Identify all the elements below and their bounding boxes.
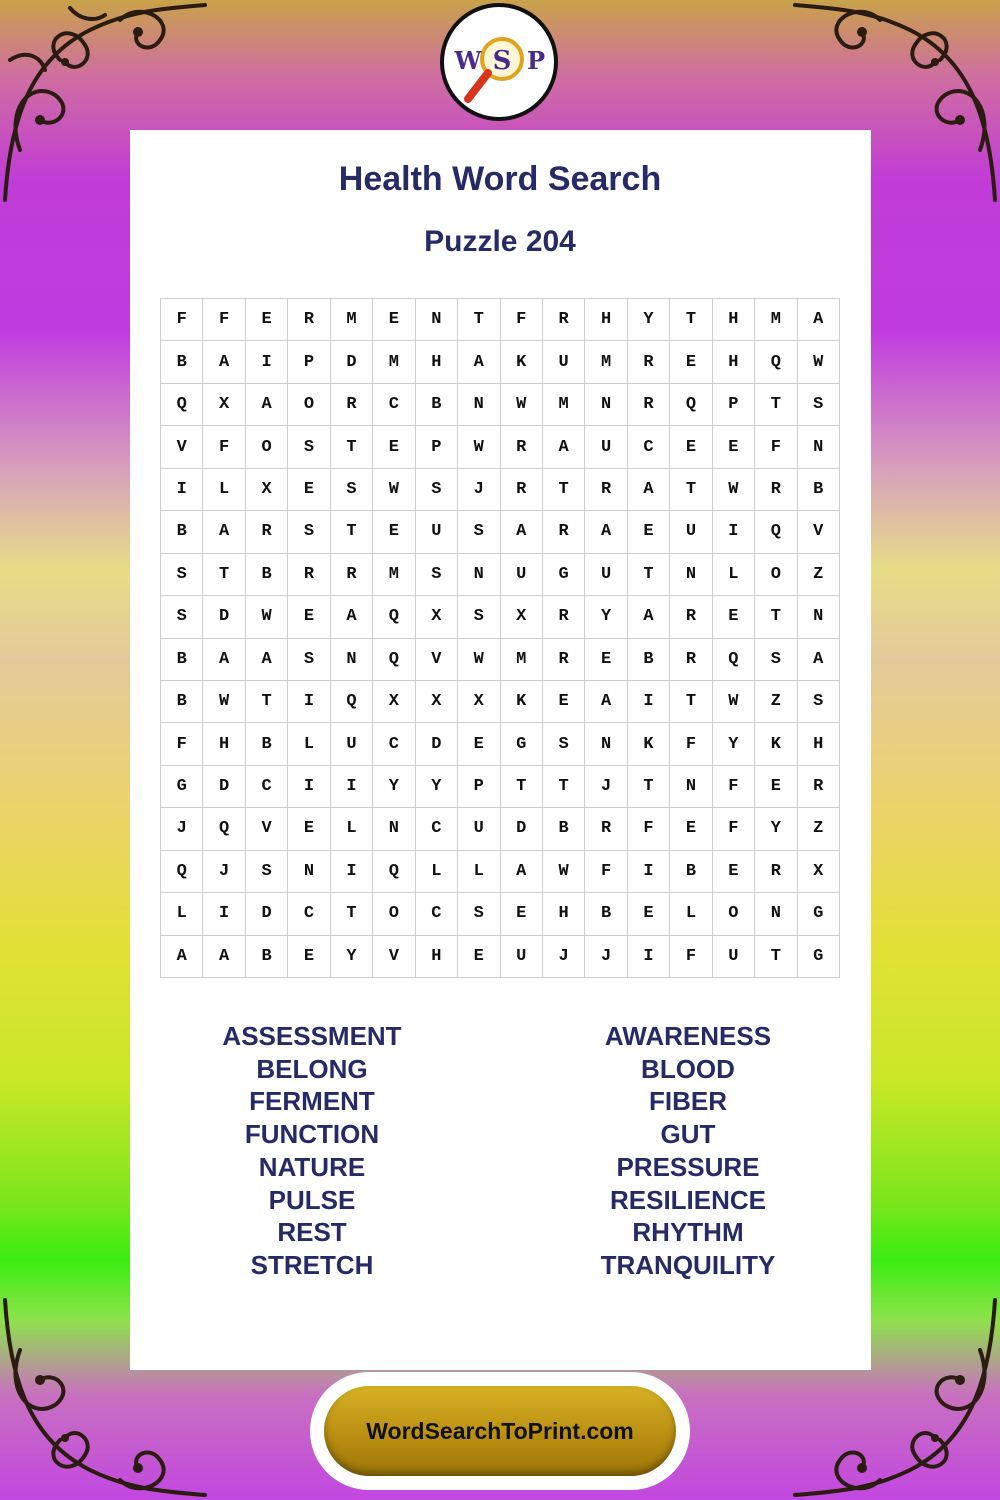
grid-cell[interactable]: Q bbox=[670, 384, 712, 426]
grid-cell[interactable]: Q bbox=[755, 511, 797, 553]
word-list-item: RESILIENCE bbox=[609, 1184, 767, 1215]
grid-cell[interactable]: R bbox=[543, 639, 585, 681]
grid-cell[interactable]: N bbox=[288, 851, 330, 893]
grid-cell[interactable]: L bbox=[161, 893, 203, 935]
footer-badge bbox=[310, 1372, 690, 1490]
grid-cell[interactable]: I bbox=[331, 851, 373, 893]
grid-cell[interactable]: A bbox=[501, 851, 543, 893]
grid-cell[interactable]: V bbox=[161, 426, 203, 468]
grid-cell[interactable]: Q bbox=[161, 851, 203, 893]
grid-cell[interactable]: E bbox=[373, 511, 415, 553]
grid-cell[interactable]: S bbox=[458, 893, 500, 935]
grid-cell[interactable]: F bbox=[713, 808, 755, 850]
grid-cell[interactable]: R bbox=[246, 511, 288, 553]
grid-cell[interactable]: U bbox=[501, 554, 543, 596]
grid-cell[interactable]: H bbox=[416, 936, 458, 978]
grid-cell[interactable]: A bbox=[798, 299, 840, 341]
grid-cell[interactable]: F bbox=[670, 723, 712, 765]
grid-cell[interactable]: I bbox=[246, 341, 288, 383]
grid-cell[interactable]: F bbox=[203, 426, 245, 468]
grid-cell[interactable]: D bbox=[203, 596, 245, 638]
grid-cell[interactable]: D bbox=[501, 808, 543, 850]
page-title: Health Word Search bbox=[338, 160, 662, 198]
grid-cell[interactable]: A bbox=[585, 681, 627, 723]
grid-cell[interactable]: U bbox=[585, 554, 627, 596]
grid-cell[interactable]: S bbox=[288, 639, 330, 681]
word-list-item: BLOOD bbox=[641, 1053, 735, 1084]
grid-cell[interactable]: Q bbox=[373, 851, 415, 893]
grid-cell[interactable]: T bbox=[246, 681, 288, 723]
grid-cell[interactable]: D bbox=[331, 341, 373, 383]
grid-cell[interactable]: B bbox=[161, 511, 203, 553]
grid-cell[interactable]: S bbox=[458, 511, 500, 553]
grid-cell[interactable]: X bbox=[416, 596, 458, 638]
grid-cell[interactable]: E bbox=[628, 893, 670, 935]
grid-cell[interactable]: E bbox=[246, 299, 288, 341]
grid-cell[interactable]: N bbox=[755, 893, 797, 935]
grid-cell[interactable]: U bbox=[585, 426, 627, 468]
grid-cell[interactable]: S bbox=[416, 469, 458, 511]
grid-cell[interactable]: C bbox=[416, 808, 458, 850]
grid-cell[interactable]: C bbox=[373, 384, 415, 426]
word-list-item: FERMENT bbox=[249, 1086, 375, 1117]
grid-cell[interactable]: W bbox=[713, 681, 755, 723]
grid-cell[interactable]: M bbox=[373, 554, 415, 596]
grid-cell[interactable]: Y bbox=[585, 596, 627, 638]
grid-cell[interactable]: G bbox=[161, 766, 203, 808]
grid-cell[interactable]: R bbox=[288, 299, 330, 341]
grid-cell[interactable]: T bbox=[331, 511, 373, 553]
grid-cell[interactable]: F bbox=[161, 299, 203, 341]
grid-cell[interactable]: R bbox=[543, 511, 585, 553]
grid-cell[interactable]: A bbox=[203, 511, 245, 553]
grid-cell[interactable]: V bbox=[373, 936, 415, 978]
grid-cell[interactable]: M bbox=[585, 341, 627, 383]
grid-cell[interactable]: X bbox=[246, 469, 288, 511]
grid-cell[interactable]: R bbox=[798, 766, 840, 808]
grid-cell[interactable]: S bbox=[161, 596, 203, 638]
grid-cell[interactable]: S bbox=[331, 469, 373, 511]
grid-cell[interactable]: A bbox=[203, 639, 245, 681]
grid-cell[interactable]: N bbox=[585, 384, 627, 426]
word-list-item: RHYTHM bbox=[632, 1217, 744, 1248]
grid-cell[interactable]: B bbox=[246, 936, 288, 978]
grid-cell[interactable]: S bbox=[288, 426, 330, 468]
grid-cell[interactable]: W bbox=[543, 851, 585, 893]
grid-cell[interactable]: I bbox=[628, 851, 670, 893]
grid-cell[interactable]: M bbox=[501, 639, 543, 681]
grid-cell[interactable]: R bbox=[755, 851, 797, 893]
grid-cell[interactable]: W bbox=[713, 469, 755, 511]
grid-cell[interactable]: G bbox=[798, 893, 840, 935]
grid-cell[interactable]: Q bbox=[373, 596, 415, 638]
grid-cell[interactable]: T bbox=[755, 596, 797, 638]
word-list-item: GUT bbox=[660, 1119, 716, 1150]
grid-cell[interactable]: A bbox=[161, 936, 203, 978]
grid-cell[interactable]: E bbox=[543, 681, 585, 723]
grid-cell[interactable]: E bbox=[288, 596, 330, 638]
grid-cell[interactable]: N bbox=[670, 766, 712, 808]
grid-cell[interactable]: G bbox=[543, 554, 585, 596]
grid-cell[interactable]: X bbox=[458, 681, 500, 723]
grid-cell[interactable]: W bbox=[798, 341, 840, 383]
grid-cell[interactable]: S bbox=[458, 596, 500, 638]
grid-cell[interactable]: M bbox=[543, 384, 585, 426]
grid-cell[interactable]: E bbox=[628, 511, 670, 553]
grid-cell[interactable]: I bbox=[713, 511, 755, 553]
grid-cell[interactable]: J bbox=[543, 936, 585, 978]
word-list-item: PRESSURE bbox=[616, 1151, 760, 1182]
grid-cell[interactable]: T bbox=[203, 554, 245, 596]
grid-cell[interactable]: T bbox=[331, 893, 373, 935]
grid-cell[interactable]: J bbox=[585, 936, 627, 978]
grid-cell[interactable]: D bbox=[416, 723, 458, 765]
grid-cell[interactable]: W bbox=[203, 681, 245, 723]
grid-cell[interactable]: P bbox=[416, 426, 458, 468]
grid-cell[interactable]: S bbox=[288, 511, 330, 553]
grid-cell[interactable]: H bbox=[798, 723, 840, 765]
grid-cell[interactable]: O bbox=[755, 554, 797, 596]
grid-cell[interactable]: B bbox=[161, 341, 203, 383]
word-list-item: REST bbox=[277, 1217, 347, 1248]
grid-cell[interactable]: K bbox=[501, 681, 543, 723]
grid-cell[interactable]: E bbox=[713, 596, 755, 638]
grid-cell[interactable]: B bbox=[161, 639, 203, 681]
grid-cell[interactable]: R bbox=[585, 808, 627, 850]
grid-cell[interactable]: U bbox=[416, 511, 458, 553]
grid-cell[interactable]: N bbox=[670, 554, 712, 596]
grid-cell[interactable]: P bbox=[288, 341, 330, 383]
grid-cell[interactable]: I bbox=[203, 893, 245, 935]
grid-cell[interactable]: H bbox=[416, 341, 458, 383]
grid-cell[interactable]: B bbox=[161, 681, 203, 723]
grid-cell[interactable]: B bbox=[416, 384, 458, 426]
grid-cell[interactable]: N bbox=[458, 384, 500, 426]
grid-cell[interactable]: M bbox=[331, 299, 373, 341]
grid-cell[interactable]: S bbox=[416, 554, 458, 596]
grid-cell[interactable]: R bbox=[288, 554, 330, 596]
grid-cell[interactable]: C bbox=[628, 426, 670, 468]
grid-cell[interactable]: J bbox=[161, 808, 203, 850]
grid-cell[interactable]: U bbox=[670, 511, 712, 553]
grid-cell[interactable]: R bbox=[670, 596, 712, 638]
logo-letter-w: W bbox=[454, 46, 482, 75]
grid-cell[interactable]: T bbox=[628, 554, 670, 596]
grid-cell[interactable]: A bbox=[628, 469, 670, 511]
grid-cell[interactable]: F bbox=[628, 808, 670, 850]
grid-cell[interactable]: E bbox=[288, 808, 330, 850]
grid-cell[interactable]: L bbox=[416, 851, 458, 893]
grid-cell[interactable]: O bbox=[288, 384, 330, 426]
grid-cell[interactable]: E bbox=[501, 893, 543, 935]
grid-cell[interactable]: E bbox=[670, 426, 712, 468]
grid-cell[interactable]: R bbox=[670, 639, 712, 681]
grid-cell[interactable]: Z bbox=[755, 681, 797, 723]
grid-cell[interactable]: R bbox=[331, 554, 373, 596]
grid-cell[interactable]: E bbox=[373, 299, 415, 341]
word-list-item: ASSESSMENT bbox=[222, 1021, 402, 1051]
grid-cell[interactable]: H bbox=[713, 299, 755, 341]
grid-cell[interactable]: C bbox=[288, 893, 330, 935]
grid-cell[interactable]: O bbox=[713, 893, 755, 935]
grid-cell[interactable]: V bbox=[416, 639, 458, 681]
grid-cell[interactable]: E bbox=[288, 469, 330, 511]
grid-cell[interactable]: O bbox=[373, 893, 415, 935]
grid-cell[interactable]: L bbox=[458, 851, 500, 893]
grid-cell[interactable]: J bbox=[585, 766, 627, 808]
grid-cell[interactable]: E bbox=[458, 723, 500, 765]
grid-cell[interactable]: T bbox=[501, 766, 543, 808]
grid-cell[interactable]: U bbox=[331, 723, 373, 765]
grid-cell[interactable]: Q bbox=[161, 384, 203, 426]
logo-letter-p: P bbox=[526, 46, 546, 75]
grid-cell[interactable]: W bbox=[458, 426, 500, 468]
grid-cell[interactable]: V bbox=[798, 511, 840, 553]
grid-cell[interactable]: Y bbox=[373, 766, 415, 808]
grid-cell[interactable]: M bbox=[373, 341, 415, 383]
grid-cell[interactable]: G bbox=[798, 936, 840, 978]
grid-cell[interactable]: R bbox=[501, 469, 543, 511]
word-list-right bbox=[538, 1020, 838, 1282]
grid-cell[interactable]: A bbox=[246, 384, 288, 426]
grid-cell[interactable]: R bbox=[628, 341, 670, 383]
grid-cell[interactable]: H bbox=[543, 893, 585, 935]
grid-cell[interactable]: A bbox=[798, 639, 840, 681]
grid-cell[interactable]: S bbox=[246, 851, 288, 893]
puzzle-number: Puzzle 204 bbox=[424, 225, 576, 258]
grid-cell[interactable]: A bbox=[458, 341, 500, 383]
grid-cell[interactable]: T bbox=[755, 384, 797, 426]
grid-cell[interactable]: A bbox=[501, 511, 543, 553]
grid-cell[interactable]: N bbox=[458, 554, 500, 596]
grid-cell[interactable]: N bbox=[798, 596, 840, 638]
grid-cell[interactable]: T bbox=[331, 426, 373, 468]
grid-cell[interactable]: Y bbox=[755, 808, 797, 850]
word-list-item: AWARENESS bbox=[604, 1021, 772, 1051]
grid-cell[interactable]: U bbox=[543, 341, 585, 383]
grid-cell[interactable]: L bbox=[288, 723, 330, 765]
grid-cell[interactable]: N bbox=[331, 639, 373, 681]
grid-cell[interactable]: W bbox=[458, 639, 500, 681]
grid-cell[interactable]: B bbox=[628, 639, 670, 681]
grid-cell[interactable]: X bbox=[798, 851, 840, 893]
grid-cell[interactable]: Y bbox=[628, 299, 670, 341]
grid-cell[interactable]: S bbox=[161, 554, 203, 596]
grid-cell[interactable]: W bbox=[501, 384, 543, 426]
grid-cell[interactable]: W bbox=[373, 469, 415, 511]
grid-cell[interactable]: I bbox=[628, 936, 670, 978]
grid-cell[interactable]: A bbox=[543, 426, 585, 468]
word-list-item: FUNCTION bbox=[244, 1119, 380, 1150]
grid-cell[interactable]: B bbox=[798, 469, 840, 511]
grid-cell[interactable]: L bbox=[713, 554, 755, 596]
grid-cell[interactable]: B bbox=[543, 808, 585, 850]
grid-cell[interactable]: X bbox=[373, 681, 415, 723]
grid-cell[interactable]: A bbox=[246, 639, 288, 681]
grid-cell[interactable]: Q bbox=[713, 639, 755, 681]
grid-cell[interactable]: U bbox=[501, 936, 543, 978]
grid-cell[interactable]: R bbox=[628, 384, 670, 426]
grid-cell[interactable]: F bbox=[713, 766, 755, 808]
grid-cell[interactable]: E bbox=[288, 936, 330, 978]
grid-cell[interactable]: E bbox=[670, 808, 712, 850]
grid-cell[interactable]: F bbox=[670, 936, 712, 978]
grid-cell[interactable]: E bbox=[670, 341, 712, 383]
grid-cell[interactable]: F bbox=[501, 299, 543, 341]
grid-cell[interactable]: E bbox=[373, 426, 415, 468]
grid-cell[interactable]: Z bbox=[798, 808, 840, 850]
grid-cell[interactable]: H bbox=[585, 299, 627, 341]
grid-cell[interactable]: T bbox=[670, 681, 712, 723]
grid-cell[interactable]: B bbox=[585, 893, 627, 935]
grid-cell[interactable]: T bbox=[543, 766, 585, 808]
grid-cell[interactable]: A bbox=[203, 341, 245, 383]
grid-cell[interactable]: L bbox=[203, 469, 245, 511]
grid-cell[interactable]: K bbox=[501, 341, 543, 383]
word-list-left bbox=[162, 1020, 462, 1282]
grid-cell[interactable]: S bbox=[543, 723, 585, 765]
grid-cell[interactable]: R bbox=[585, 469, 627, 511]
grid-cell[interactable]: G bbox=[501, 723, 543, 765]
grid-cell[interactable]: C bbox=[416, 893, 458, 935]
grid-cell[interactable]: Z bbox=[798, 554, 840, 596]
grid-cell[interactable]: N bbox=[585, 723, 627, 765]
grid-cell[interactable]: F bbox=[755, 426, 797, 468]
grid-cell[interactable]: A bbox=[628, 596, 670, 638]
grid-cell[interactable]: R bbox=[543, 299, 585, 341]
grid-cell[interactable]: U bbox=[458, 808, 500, 850]
grid-cell[interactable]: F bbox=[161, 723, 203, 765]
word-list-item: BELONG bbox=[256, 1053, 368, 1084]
grid-cell[interactable]: E bbox=[585, 639, 627, 681]
grid-cell[interactable]: H bbox=[713, 341, 755, 383]
grid-cell[interactable]: F bbox=[203, 299, 245, 341]
grid-cell[interactable]: B bbox=[246, 554, 288, 596]
grid-cell[interactable]: T bbox=[458, 299, 500, 341]
site-logo[interactable] bbox=[440, 3, 558, 121]
grid-cell[interactable]: A bbox=[203, 936, 245, 978]
grid-cell[interactable]: F bbox=[585, 851, 627, 893]
grid-cell[interactable]: K bbox=[755, 723, 797, 765]
site-link-button[interactable]: WordSearchToPrint.com bbox=[324, 1386, 676, 1476]
grid-cell[interactable]: A bbox=[585, 511, 627, 553]
grid-cell[interactable]: Q bbox=[755, 341, 797, 383]
grid-cell[interactable]: R bbox=[501, 426, 543, 468]
grid-cell[interactable]: C bbox=[373, 723, 415, 765]
grid-cell[interactable]: H bbox=[203, 723, 245, 765]
grid-cell[interactable]: T bbox=[670, 469, 712, 511]
grid-cell[interactable]: M bbox=[755, 299, 797, 341]
grid-cell[interactable]: A bbox=[331, 596, 373, 638]
grid-cell[interactable]: Y bbox=[416, 766, 458, 808]
grid-cell[interactable]: E bbox=[458, 936, 500, 978]
grid-cell[interactable]: X bbox=[416, 681, 458, 723]
grid-cell[interactable]: N bbox=[373, 808, 415, 850]
grid-cell[interactable]: R bbox=[543, 596, 585, 638]
grid-cell[interactable]: K bbox=[628, 723, 670, 765]
grid-cell[interactable]: R bbox=[755, 469, 797, 511]
word-list-item: TRANQUILITY bbox=[600, 1249, 776, 1280]
grid-cell[interactable]: B bbox=[246, 723, 288, 765]
grid-cell[interactable]: J bbox=[458, 469, 500, 511]
grid-cell[interactable]: Q bbox=[373, 639, 415, 681]
grid-cell[interactable]: D bbox=[203, 766, 245, 808]
grid-cell[interactable]: I bbox=[628, 681, 670, 723]
word-list-item: STRETCH bbox=[250, 1249, 374, 1280]
grid-cell[interactable]: Q bbox=[203, 808, 245, 850]
grid-cell[interactable]: L bbox=[331, 808, 373, 850]
grid-cell[interactable]: E bbox=[713, 851, 755, 893]
grid-cell[interactable]: O bbox=[246, 426, 288, 468]
grid-cell[interactable]: Q bbox=[331, 681, 373, 723]
grid-cell[interactable]: X bbox=[203, 384, 245, 426]
grid-cell[interactable]: V bbox=[246, 808, 288, 850]
letter-grid bbox=[160, 298, 840, 978]
grid-cell[interactable]: I bbox=[288, 681, 330, 723]
grid-cell[interactable]: C bbox=[246, 766, 288, 808]
grid-cell[interactable]: Y bbox=[713, 723, 755, 765]
grid-cell[interactable]: P bbox=[713, 384, 755, 426]
grid-cell[interactable]: B bbox=[670, 851, 712, 893]
grid-cell[interactable]: T bbox=[670, 299, 712, 341]
grid-cell[interactable]: T bbox=[755, 936, 797, 978]
grid-cell[interactable]: L bbox=[670, 893, 712, 935]
grid-cell[interactable]: J bbox=[203, 851, 245, 893]
grid-cell[interactable]: N bbox=[798, 426, 840, 468]
grid-cell[interactable]: I bbox=[288, 766, 330, 808]
grid-cell[interactable]: S bbox=[798, 681, 840, 723]
grid-cell[interactable]: E bbox=[755, 766, 797, 808]
grid-cell[interactable]: I bbox=[161, 469, 203, 511]
grid-cell[interactable]: Y bbox=[331, 936, 373, 978]
grid-cell[interactable]: U bbox=[713, 936, 755, 978]
grid-cell[interactable]: X bbox=[501, 596, 543, 638]
grid-cell[interactable]: T bbox=[628, 766, 670, 808]
grid-cell[interactable]: S bbox=[755, 639, 797, 681]
grid-cell[interactable]: D bbox=[246, 893, 288, 935]
word-list-item: PULSE bbox=[268, 1184, 356, 1215]
grid-cell[interactable]: R bbox=[331, 384, 373, 426]
logo-letter-s: S bbox=[492, 46, 512, 76]
grid-cell[interactable]: N bbox=[416, 299, 458, 341]
grid-cell[interactable]: W bbox=[246, 596, 288, 638]
grid-cell[interactable]: I bbox=[331, 766, 373, 808]
word-list-item: FIBER bbox=[649, 1086, 727, 1117]
grid-cell[interactable]: T bbox=[543, 469, 585, 511]
grid-cell[interactable]: E bbox=[713, 426, 755, 468]
word-list-item: NATURE bbox=[258, 1151, 366, 1182]
grid-cell[interactable]: P bbox=[458, 766, 500, 808]
grid-cell[interactable]: S bbox=[798, 384, 840, 426]
